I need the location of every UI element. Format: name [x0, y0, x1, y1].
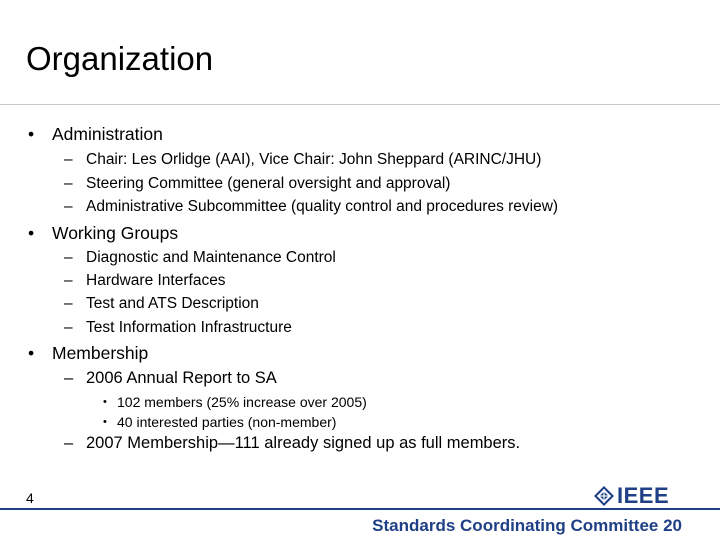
dash-icon: – — [64, 249, 73, 266]
item-text: Test and ATS Description — [86, 295, 259, 312]
bullet-icon: • — [103, 416, 107, 428]
section-label: Working Groups — [52, 223, 179, 243]
dash-icon: – — [64, 319, 73, 336]
slide-title: Organization — [26, 40, 214, 77]
dash-icon: – — [64, 175, 73, 192]
bullet-icon: • — [28, 124, 35, 144]
list-item — [64, 151, 541, 169]
list-item — [64, 434, 520, 453]
list-item — [64, 295, 259, 313]
item-text: Administrative Subcommittee (quality control and procedures review) — [86, 198, 559, 215]
dash-icon: – — [64, 295, 73, 312]
logo-text: IEEE — [617, 483, 670, 508]
item-text: Hardware Interfaces — [86, 272, 226, 289]
page-number: 4 — [26, 490, 34, 506]
bullet-icon: • — [103, 396, 107, 408]
title-divider — [0, 104, 720, 105]
committee-name: Standards Coordinating Committee 20 — [372, 516, 682, 535]
list-item — [64, 198, 558, 216]
item-text: 2007 Membership—111 already signed up as full members. — [86, 434, 521, 452]
list-item — [64, 175, 450, 193]
section-working-groups — [28, 223, 178, 244]
bullet-icon: • — [28, 223, 35, 243]
sub-list-item — [103, 394, 367, 410]
list-item — [64, 249, 336, 267]
dash-icon: – — [64, 151, 73, 168]
sub-list-item — [103, 414, 336, 430]
item-text: 40 interested parties (non-member) — [117, 414, 337, 430]
item-text: Steering Committee (general oversight and approval) — [86, 175, 451, 192]
item-text: Chair: Les Orlidge (AAI), Vice Chair: John Sheppard (ARINC/JHU) — [86, 151, 542, 168]
section-label: Membership — [52, 343, 149, 363]
footer-divider — [0, 508, 720, 510]
item-text: 102 members (25% increase over 2005) — [117, 394, 367, 410]
ieee-diamond-icon — [594, 486, 614, 506]
ieee-logo — [594, 484, 669, 508]
dash-icon: – — [64, 434, 74, 452]
bullet-icon: • — [28, 343, 35, 363]
dash-icon: – — [64, 198, 73, 215]
item-text: Diagnostic and Maintenance Control — [86, 249, 336, 266]
item-text: 2006 Annual Report to SA — [86, 369, 277, 387]
list-item — [64, 272, 226, 290]
list-item — [64, 319, 292, 337]
list-item — [64, 369, 277, 388]
section-membership — [28, 343, 148, 364]
item-text: Test Information Infrastructure — [86, 319, 292, 336]
dash-icon: – — [64, 272, 73, 289]
dash-icon: – — [64, 369, 74, 387]
section-administration — [28, 124, 163, 145]
section-label: Administration — [52, 124, 163, 144]
